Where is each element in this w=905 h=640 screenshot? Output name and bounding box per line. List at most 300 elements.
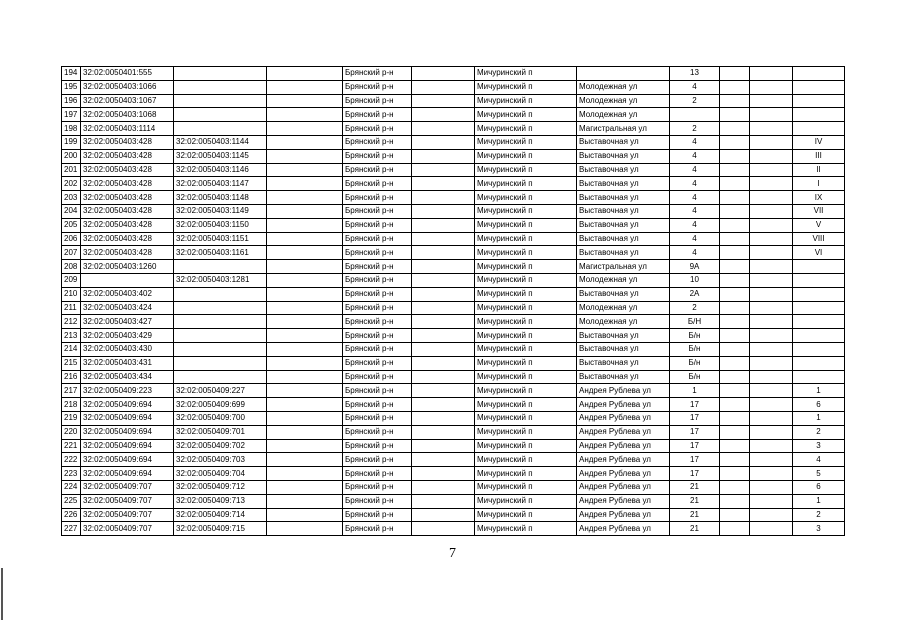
cell-empty-col <box>750 301 793 315</box>
cell-house-number: Б/н <box>670 356 720 370</box>
cell-row-number: 198 <box>62 122 81 136</box>
cell-sub-cadastral-number <box>174 329 267 343</box>
cell-row-number: 211 <box>62 301 81 315</box>
cell-empty-col <box>267 301 343 315</box>
cell-cadastral-number: 32:02:0050403:434 <box>81 370 174 384</box>
cell-sub-cadastral-number: 32:02:0050409:715 <box>174 522 267 536</box>
cell-sub-cadastral-number: 32:02:0050403:1146 <box>174 163 267 177</box>
cell-empty-col <box>750 315 793 329</box>
cell-district: Брянский р-н <box>343 273 412 287</box>
cell-district: Брянский р-н <box>343 398 412 412</box>
cell-empty-col <box>750 246 793 260</box>
cell-street: Молодежная ул <box>577 108 670 122</box>
cell-unit-number: 2 <box>793 508 845 522</box>
cell-row-number: 196 <box>62 94 81 108</box>
cell-row-number: 215 <box>62 356 81 370</box>
cell-street: Андрея Рублева ул <box>577 439 670 453</box>
cell-empty-col <box>720 301 750 315</box>
cell-row-number: 206 <box>62 232 81 246</box>
cell-empty-col <box>720 94 750 108</box>
cell-unit-number <box>793 301 845 315</box>
cell-settlement: Мичуринский п <box>475 246 577 260</box>
cell-empty-col <box>720 467 750 481</box>
cell-street: Выставочная ул <box>577 204 670 218</box>
binding-mark <box>1 568 3 620</box>
cell-settlement: Мичуринский п <box>475 315 577 329</box>
table-row <box>62 232 845 246</box>
cell-row-number: 217 <box>62 384 81 398</box>
cell-empty-col <box>412 122 475 136</box>
cell-house-number: 4 <box>670 246 720 260</box>
cell-empty-col <box>720 67 750 81</box>
cell-settlement: Мичуринский п <box>475 356 577 370</box>
cell-street: Андрея Рублева ул <box>577 508 670 522</box>
cell-district: Брянский р-н <box>343 232 412 246</box>
cell-house-number: 21 <box>670 494 720 508</box>
cell-empty-col <box>267 453 343 467</box>
cell-empty-col <box>412 411 475 425</box>
cell-empty-col <box>750 356 793 370</box>
cell-empty-col <box>267 398 343 412</box>
cell-cadastral-number: 32:02:0050403:428 <box>81 218 174 232</box>
cell-row-number: 221 <box>62 439 81 453</box>
cell-empty-col <box>267 356 343 370</box>
cell-row-number: 216 <box>62 370 81 384</box>
cell-district: Брянский р-н <box>343 439 412 453</box>
cell-empty-col <box>267 315 343 329</box>
cell-empty-col <box>267 232 343 246</box>
cell-district: Брянский р-н <box>343 218 412 232</box>
cell-empty-col <box>750 191 793 205</box>
cell-settlement: Мичуринский п <box>475 398 577 412</box>
cell-empty-col <box>267 522 343 536</box>
cell-unit-number <box>793 80 845 94</box>
cell-house-number: 21 <box>670 480 720 494</box>
cell-empty-col <box>720 522 750 536</box>
cell-row-number: 210 <box>62 287 81 301</box>
cell-district: Брянский р-н <box>343 384 412 398</box>
cell-unit-number: 3 <box>793 439 845 453</box>
cell-settlement: Мичуринский п <box>475 522 577 536</box>
cell-settlement: Мичуринский п <box>475 135 577 149</box>
cell-empty-col <box>720 163 750 177</box>
cell-house-number: 2 <box>670 301 720 315</box>
cell-empty-col <box>720 439 750 453</box>
cell-street: Андрея Рублева ул <box>577 467 670 481</box>
cell-settlement: Мичуринский п <box>475 439 577 453</box>
cell-empty-col <box>750 287 793 301</box>
cell-empty-col <box>720 287 750 301</box>
cell-district: Брянский р-н <box>343 108 412 122</box>
cell-street: Молодежная ул <box>577 80 670 94</box>
cell-cadastral-number: 32:02:0050403:1068 <box>81 108 174 122</box>
table-row <box>62 246 845 260</box>
cell-empty-col <box>267 384 343 398</box>
cell-row-number: 194 <box>62 67 81 81</box>
cell-street: Андрея Рублева ул <box>577 398 670 412</box>
cell-empty-col <box>720 204 750 218</box>
table-row <box>62 453 845 467</box>
cell-cadastral-number: 32:02:0050403:402 <box>81 287 174 301</box>
cell-empty-col <box>267 177 343 191</box>
cell-empty-col <box>267 80 343 94</box>
cell-empty-col <box>267 342 343 356</box>
cell-row-number: 225 <box>62 494 81 508</box>
cell-street: Выставочная ул <box>577 232 670 246</box>
cell-empty-col <box>412 480 475 494</box>
cell-row-number: 199 <box>62 135 81 149</box>
cell-house-number: 4 <box>670 163 720 177</box>
cell-empty-col <box>267 246 343 260</box>
cell-empty-col <box>720 329 750 343</box>
cell-unit-number: 4 <box>793 453 845 467</box>
cell-cadastral-number: 32:02:0050403:1066 <box>81 80 174 94</box>
cell-district: Брянский р-н <box>343 122 412 136</box>
table-row <box>62 204 845 218</box>
cell-settlement: Мичуринский п <box>475 204 577 218</box>
cell-district: Брянский р-н <box>343 329 412 343</box>
cell-cadastral-number: 32:02:0050403:431 <box>81 356 174 370</box>
cell-cadastral-number: 32:02:0050403:428 <box>81 163 174 177</box>
cell-district: Брянский р-н <box>343 356 412 370</box>
cell-row-number: 201 <box>62 163 81 177</box>
cell-cadastral-number: 32:02:0050403:428 <box>81 232 174 246</box>
cell-house-number: 17 <box>670 425 720 439</box>
cell-sub-cadastral-number <box>174 287 267 301</box>
cell-unit-number <box>793 260 845 274</box>
table-row <box>62 425 845 439</box>
cell-unit-number: VIII <box>793 232 845 246</box>
cell-empty-col <box>750 467 793 481</box>
cell-unit-number: 6 <box>793 480 845 494</box>
cell-empty-col <box>412 191 475 205</box>
table-row <box>62 356 845 370</box>
cell-unit-number: 2 <box>793 425 845 439</box>
cell-empty-col <box>267 191 343 205</box>
table-row <box>62 191 845 205</box>
cell-settlement: Мичуринский п <box>475 191 577 205</box>
cell-empty-col <box>267 467 343 481</box>
cell-street: Выставочная ул <box>577 218 670 232</box>
cell-empty-col <box>267 273 343 287</box>
cell-sub-cadastral-number: 32:02:0050409:704 <box>174 467 267 481</box>
cell-empty-col <box>750 480 793 494</box>
cell-empty-col <box>720 370 750 384</box>
cell-empty-col <box>412 108 475 122</box>
cell-empty-col <box>750 370 793 384</box>
cell-row-number: 220 <box>62 425 81 439</box>
cell-street: Магистральная ул <box>577 260 670 274</box>
cell-house-number: 17 <box>670 398 720 412</box>
table-row <box>62 480 845 494</box>
cell-street: Выставочная ул <box>577 370 670 384</box>
table-row <box>62 218 845 232</box>
cell-cadastral-number: 32:02:0050403:428 <box>81 149 174 163</box>
cell-unit-number: 6 <box>793 398 845 412</box>
cell-unit-number: VII <box>793 204 845 218</box>
cell-empty-col <box>720 232 750 246</box>
cell-empty-col <box>720 218 750 232</box>
cell-district: Брянский р-н <box>343 425 412 439</box>
cell-row-number: 203 <box>62 191 81 205</box>
cell-empty-col <box>750 453 793 467</box>
cell-empty-col <box>750 80 793 94</box>
cell-empty-col <box>412 467 475 481</box>
cell-sub-cadastral-number: 32:02:0050403:1281 <box>174 273 267 287</box>
cell-empty-col <box>412 246 475 260</box>
table-row <box>62 177 845 191</box>
cell-sub-cadastral-number: 32:02:0050403:1150 <box>174 218 267 232</box>
cell-empty-col <box>412 204 475 218</box>
table-row <box>62 94 845 108</box>
cell-empty-col <box>412 149 475 163</box>
cell-empty-col <box>267 218 343 232</box>
cell-empty-col <box>412 315 475 329</box>
table-row <box>62 260 845 274</box>
cell-empty-col <box>267 260 343 274</box>
cell-row-number: 204 <box>62 204 81 218</box>
cell-cadastral-number: 32:02:0050403:429 <box>81 329 174 343</box>
cell-empty-col <box>412 329 475 343</box>
cell-empty-col <box>750 149 793 163</box>
cell-empty-col <box>412 356 475 370</box>
cell-house-number: 10 <box>670 273 720 287</box>
cell-empty-col <box>750 135 793 149</box>
cell-empty-col <box>267 163 343 177</box>
cell-empty-col <box>267 439 343 453</box>
cell-settlement: Мичуринский п <box>475 80 577 94</box>
cell-empty-col <box>412 384 475 398</box>
cell-empty-col <box>720 273 750 287</box>
cell-sub-cadastral-number <box>174 122 267 136</box>
cell-cadastral-number: 32:02:0050403:427 <box>81 315 174 329</box>
table-row <box>62 67 845 81</box>
cell-district: Брянский р-н <box>343 370 412 384</box>
cell-district: Брянский р-н <box>343 467 412 481</box>
cell-empty-col <box>720 135 750 149</box>
cell-settlement: Мичуринский п <box>475 494 577 508</box>
cell-cadastral-number: 32:02:0050409:707 <box>81 508 174 522</box>
cell-street: Андрея Рублева ул <box>577 522 670 536</box>
cell-unit-number <box>793 356 845 370</box>
cell-street: Выставочная ул <box>577 163 670 177</box>
cell-cadastral-number: 32:02:0050409:694 <box>81 453 174 467</box>
cell-settlement: Мичуринский п <box>475 273 577 287</box>
table-row <box>62 508 845 522</box>
cell-street: Андрея Рублева ул <box>577 480 670 494</box>
cell-row-number: 195 <box>62 80 81 94</box>
cell-district: Брянский р-н <box>343 191 412 205</box>
cell-empty-col <box>720 411 750 425</box>
cell-row-number: 207 <box>62 246 81 260</box>
table-row <box>62 398 845 412</box>
cell-cadastral-number: 32:02:0050403:1260 <box>81 260 174 274</box>
cell-row-number: 200 <box>62 149 81 163</box>
table-row <box>62 122 845 136</box>
cell-cadastral-number: 32:02:0050403:424 <box>81 301 174 315</box>
cell-unit-number <box>793 287 845 301</box>
cell-cadastral-number <box>81 273 174 287</box>
cell-unit-number <box>793 273 845 287</box>
cell-street: Молодежная ул <box>577 273 670 287</box>
cell-district: Брянский р-н <box>343 453 412 467</box>
cell-sub-cadastral-number <box>174 370 267 384</box>
cell-cadastral-number: 32:02:0050403:428 <box>81 246 174 260</box>
cell-unit-number: 1 <box>793 384 845 398</box>
cell-empty-col <box>720 191 750 205</box>
cell-settlement: Мичуринский п <box>475 94 577 108</box>
cell-house-number: 2 <box>670 94 720 108</box>
cell-empty-col <box>720 246 750 260</box>
cell-empty-col <box>750 177 793 191</box>
cell-settlement: Мичуринский п <box>475 301 577 315</box>
cell-sub-cadastral-number: 32:02:0050403:1149 <box>174 204 267 218</box>
cell-cadastral-number: 32:02:0050409:694 <box>81 467 174 481</box>
cell-empty-col <box>412 67 475 81</box>
cell-house-number: 4 <box>670 232 720 246</box>
cell-empty-col <box>267 94 343 108</box>
cell-district: Брянский р-н <box>343 342 412 356</box>
cell-house-number: 21 <box>670 522 720 536</box>
cell-sub-cadastral-number <box>174 342 267 356</box>
cell-house-number: 4 <box>670 191 720 205</box>
table-row <box>62 522 845 536</box>
cell-empty-col <box>750 329 793 343</box>
cell-empty-col <box>267 425 343 439</box>
cell-house-number: Б/н <box>670 342 720 356</box>
cell-empty-col <box>750 122 793 136</box>
cell-unit-number: III <box>793 149 845 163</box>
cell-empty-col <box>750 411 793 425</box>
table-row <box>62 315 845 329</box>
cell-unit-number <box>793 329 845 343</box>
cell-street: Магистральная ул <box>577 122 670 136</box>
cell-district: Брянский р-н <box>343 411 412 425</box>
cell-settlement: Мичуринский п <box>475 411 577 425</box>
cell-house-number: 4 <box>670 80 720 94</box>
cell-sub-cadastral-number: 32:02:0050409:701 <box>174 425 267 439</box>
cell-settlement: Мичуринский п <box>475 163 577 177</box>
cell-empty-col <box>412 301 475 315</box>
cell-empty-col <box>720 398 750 412</box>
cell-empty-col <box>412 232 475 246</box>
cell-empty-col <box>750 384 793 398</box>
cell-empty-col <box>720 508 750 522</box>
cell-street: Андрея Рублева ул <box>577 411 670 425</box>
cell-sub-cadastral-number: 32:02:0050409:712 <box>174 480 267 494</box>
table-row <box>62 411 845 425</box>
cell-house-number: 1 <box>670 384 720 398</box>
cell-unit-number: I <box>793 177 845 191</box>
cell-empty-col <box>412 370 475 384</box>
table-row <box>62 467 845 481</box>
cell-house-number: Б/н <box>670 370 720 384</box>
cell-settlement: Мичуринский п <box>475 453 577 467</box>
cell-cadastral-number: 32:02:0050409:694 <box>81 439 174 453</box>
table-row <box>62 329 845 343</box>
cell-empty-col <box>267 122 343 136</box>
cell-row-number: 218 <box>62 398 81 412</box>
cell-empty-col <box>412 342 475 356</box>
cell-district: Брянский р-н <box>343 135 412 149</box>
cell-empty-col <box>720 315 750 329</box>
cell-street: Андрея Рублева ул <box>577 384 670 398</box>
cell-sub-cadastral-number: 32:02:0050403:1144 <box>174 135 267 149</box>
cell-street: Выставочная ул <box>577 177 670 191</box>
cell-empty-col <box>267 108 343 122</box>
registry-table <box>61 66 845 536</box>
cell-empty-col <box>267 329 343 343</box>
cell-empty-col <box>412 218 475 232</box>
page-number: 7 <box>449 546 456 561</box>
cell-settlement: Мичуринский п <box>475 218 577 232</box>
cell-empty-col <box>267 494 343 508</box>
cell-house-number: 2А <box>670 287 720 301</box>
cell-empty-col <box>267 135 343 149</box>
cell-house-number: 13 <box>670 67 720 81</box>
cell-district: Брянский р-н <box>343 204 412 218</box>
cell-empty-col <box>267 480 343 494</box>
cell-street: Выставочная ул <box>577 329 670 343</box>
table-row <box>62 384 845 398</box>
cell-street: Выставочная ул <box>577 135 670 149</box>
cell-empty-col <box>720 453 750 467</box>
cell-empty-col <box>412 135 475 149</box>
cell-empty-col <box>750 232 793 246</box>
cell-district: Брянский р-н <box>343 67 412 81</box>
cell-house-number: 4 <box>670 149 720 163</box>
cell-empty-col <box>720 356 750 370</box>
cell-empty-col <box>750 163 793 177</box>
cell-row-number: 213 <box>62 329 81 343</box>
cell-unit-number: IX <box>793 191 845 205</box>
cell-settlement: Мичуринский п <box>475 370 577 384</box>
cell-district: Брянский р-н <box>343 246 412 260</box>
cell-cadastral-number: 32:02:0050409:694 <box>81 398 174 412</box>
cell-unit-number <box>793 342 845 356</box>
cell-sub-cadastral-number: 32:02:0050409:714 <box>174 508 267 522</box>
cell-empty-col <box>412 453 475 467</box>
cell-cadastral-number: 32:02:0050409:707 <box>81 480 174 494</box>
cell-empty-col <box>267 149 343 163</box>
cell-house-number: Б/Н <box>670 315 720 329</box>
cell-sub-cadastral-number: 32:02:0050403:1148 <box>174 191 267 205</box>
cell-empty-col <box>412 508 475 522</box>
cell-street: Молодежная ул <box>577 94 670 108</box>
table-row <box>62 273 845 287</box>
cell-settlement: Мичуринский п <box>475 122 577 136</box>
cell-cadastral-number: 32:02:0050409:694 <box>81 425 174 439</box>
cell-sub-cadastral-number: 32:02:0050403:1151 <box>174 232 267 246</box>
cell-settlement: Мичуринский п <box>475 342 577 356</box>
cell-unit-number: 1 <box>793 411 845 425</box>
cell-sub-cadastral-number: 32:02:0050409:699 <box>174 398 267 412</box>
cell-empty-col <box>750 342 793 356</box>
cell-district: Брянский р-н <box>343 163 412 177</box>
cell-house-number: 17 <box>670 411 720 425</box>
cell-row-number: 208 <box>62 260 81 274</box>
cell-row-number: 209 <box>62 273 81 287</box>
cell-sub-cadastral-number <box>174 315 267 329</box>
cell-district: Брянский р-н <box>343 177 412 191</box>
cell-empty-col <box>412 260 475 274</box>
cell-row-number: 219 <box>62 411 81 425</box>
cell-empty-col <box>412 177 475 191</box>
cell-house-number: 17 <box>670 439 720 453</box>
table-row <box>62 135 845 149</box>
table-row <box>62 163 845 177</box>
cell-empty-col <box>412 522 475 536</box>
